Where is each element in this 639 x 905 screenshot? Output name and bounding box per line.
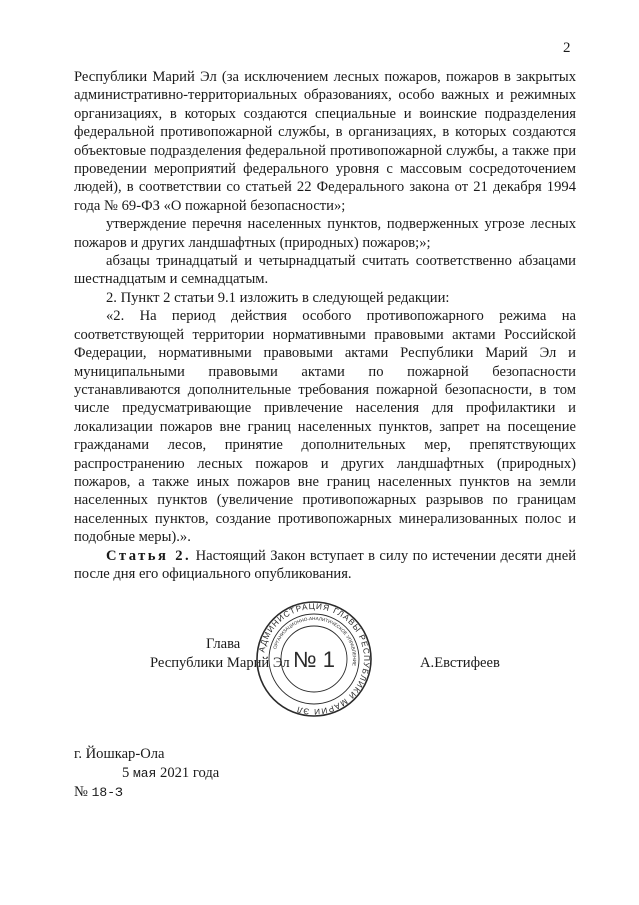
stamp-outer-text: АДМИНИСТРАЦИЯ ГЛАВЫ РЕСПУБЛИКИ МАРИЙ ЭЛ <box>257 601 372 717</box>
footer-city: г. Йошкар-Ола <box>74 746 165 762</box>
date-month: мая <box>132 766 157 781</box>
paragraph-2: утверждение перечня населенных пунктов, подверженных угрозе лесных пожаров и других ландшафтных (природных) пожаров;»; <box>74 216 576 251</box>
paragraph-3: абзацы тринадцатый и четырнадцатый считать соответственно абзацами шестнадцатым и семнадцатым. <box>74 253 576 288</box>
article-2-paragraph <box>74 547 576 584</box>
signature-title-line1: Глава <box>206 636 241 652</box>
paragraph-5: «2. На период действия особого противопожарного режима на соответствующей территории нормативными правовыми актами Российской Федерации, нормативными правовыми актами Республики Марий Эл и муниципальными правовыми актами по пожарной безопасности устанавливаются дополнительные требования пожарной безопасности, в том числе предусматривающие привлечение населения для профилактики и локализации пожаров вне границ населенных пунктов, запрет на посещение гражданами лесов, принятие дополнительных мер, препятствующих распространению лесных пожаров и других ландшафтных (природных) пожаров, а также иных пожаров вне границ населенных пунктов на земли населенных пунктов (увеличение противопожарных разрывов по границам населенных пунктов, создание противопожарных минерализованных полос и подобные меры).». <box>74 308 576 546</box>
stamp-inner-text: ОРГАНИЗАЦИОННО-АНАЛИТИЧЕСКОЕ УПРАВЛЕНИЕ <box>272 615 358 667</box>
signatory-name: А.Евстифеев <box>420 655 500 671</box>
law-number-prefix: № <box>74 784 88 800</box>
paragraph-1: Республики Марий Эл (за исключением лесных пожаров, пожаров в закрытых административно-территориальных образованиях, особо важных и режимных организациях, в которых создаются специальные и воинские подразделения федеральной противопожарной службы, в организациях, в которых создаются объектовые подразделения федеральной противопожарной службы, а также при проведении мероприятий федерального уровня с массовым сосредоточением людей), в соответствии со статьей 22 Федерального закона от 21 декабря 1994 года № 69-ФЗ «О пожарной безопасности»; <box>74 69 576 214</box>
official-stamp <box>255 600 373 718</box>
paragraph-4: 2. Пункт 2 статьи 9.1 изложить в следующей редакции: <box>106 289 450 306</box>
law-number-value: 18-З <box>91 785 123 800</box>
page-number: 2 <box>563 40 571 56</box>
article-2-label: Статья 2. <box>106 547 192 564</box>
date-year: 2021 года <box>160 765 220 781</box>
stamp-number: № 1 <box>293 647 335 672</box>
footer-law-number <box>74 784 123 801</box>
date-day: 5 <box>122 765 130 781</box>
article-2-text: Настоящий Закон вступает в силу по истечении десяти дней после дня его официального опубликования. <box>74 547 576 582</box>
document-body <box>74 68 576 583</box>
signature-title-line2: Республики Марий Эл <box>150 655 290 671</box>
footer-date <box>122 765 219 782</box>
